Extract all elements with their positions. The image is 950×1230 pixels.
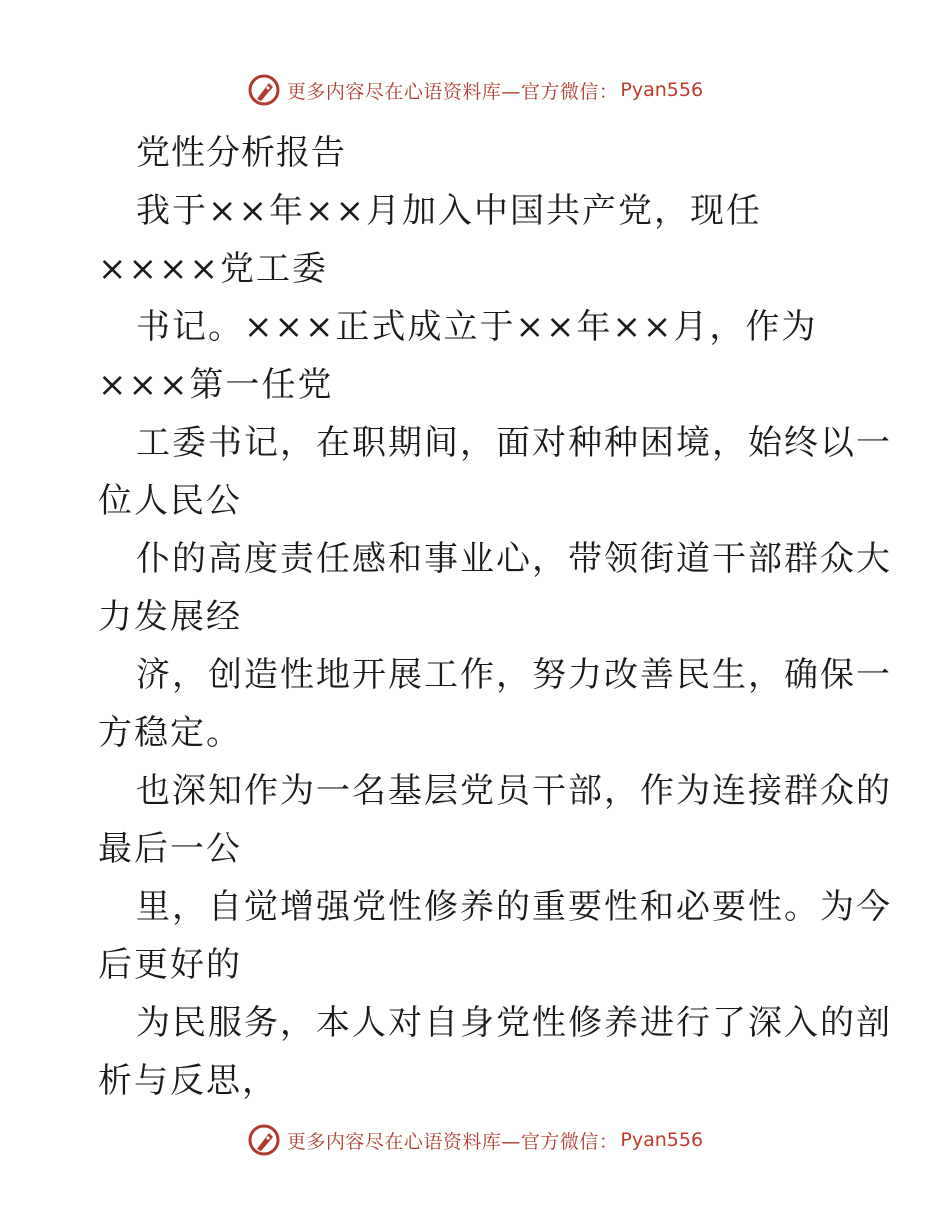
footer-site-text: 更多内容尽在心语资料库—官方微信： <box>286 1130 619 1153</box>
paragraph-line: 里，自觉增强党性修养的重要性和必要性。为今 <box>136 887 892 927</box>
document-title: 党性分析报告 <box>136 133 346 173</box>
paragraph-line: 也深知作为一名基层党员干部，作为连接群众的 <box>136 771 892 811</box>
paragraph-line: 析与反思， <box>98 1061 278 1101</box>
paragraph-line: 工委书记，在职期间，面对种种困境，始终以一 <box>136 423 892 463</box>
paragraph-line: 后更好的 <box>98 945 242 985</box>
pen-nib-seal-icon <box>247 1123 281 1157</box>
paragraph-line: 方稳定。 <box>98 713 242 753</box>
footer-banner <box>0 1120 950 1160</box>
paragraph-line: 最后一公 <box>98 829 242 869</box>
paragraph-line: ××××党工委 <box>98 249 328 289</box>
paragraph-line: 书记。×××正式成立于××年××月，作为 <box>136 307 818 347</box>
paragraph-line: 仆的高度责任感和事业心，带领街道干部群众大 <box>136 539 892 579</box>
paragraph-line: ×××第一任党 <box>98 365 334 405</box>
paragraph-line: 力发展经 <box>98 597 242 637</box>
header-wechat-id: Pyan556 <box>620 79 704 101</box>
header-site-text: 更多内容尽在心语资料库—官方微信： <box>286 80 619 103</box>
pen-nib-seal-icon <box>247 73 281 107</box>
header-banner <box>0 70 950 110</box>
document-body <box>98 124 892 1110</box>
paragraph-line: 为民服务，本人对自身党性修养进行了深入的剖 <box>136 1003 892 1043</box>
paragraph-line: 我于××年××月加入中国共产党，现任 <box>136 191 762 231</box>
paragraph-line: 济，创造性地开展工作，努力改善民生，确保一 <box>136 655 892 695</box>
paragraph-line: 位人民公 <box>98 481 242 521</box>
footer-wechat-id: Pyan556 <box>620 1129 704 1151</box>
